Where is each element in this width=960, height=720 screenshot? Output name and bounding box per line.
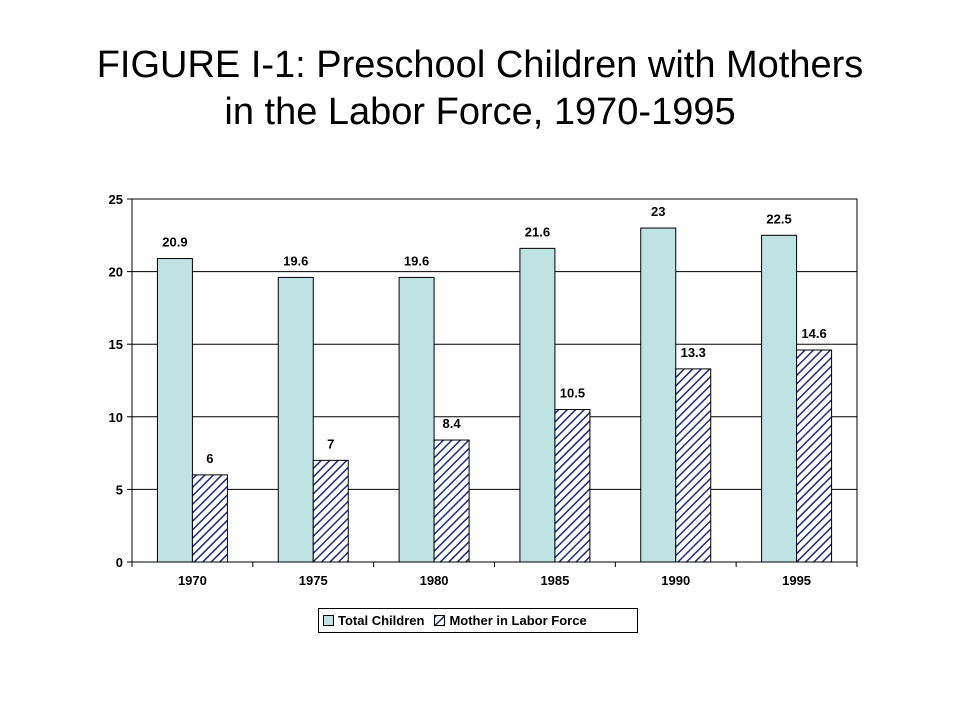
data-label-total-children-1980: 19.6 — [403, 253, 430, 269]
data-label-mother-in-labor-force-1980: 8.4 — [442, 416, 461, 432]
legend-item-total-children — [323, 613, 424, 628]
y-tick-label-25: 25 — [108, 192, 123, 207]
chart-title-line2: in the Labor Force, 1970-1995 — [224, 91, 736, 133]
bar-mother-in-labor-force-1970 — [192, 475, 227, 562]
legend — [318, 608, 638, 633]
y-tick-label-5: 5 — [115, 482, 123, 498]
bar-total-children-1985 — [520, 248, 555, 562]
y-tick-label-20: 20 — [108, 264, 123, 280]
bar-mother-in-labor-force-1995 — [797, 350, 832, 562]
chart-title-line1: FIGURE I-1: Preschool Children with Mothers — [96, 44, 864, 86]
legend-item-mother-in-labor-force — [434, 613, 586, 628]
bar-mother-in-labor-force-1985 — [555, 410, 590, 562]
data-label-mother-in-labor-force-1990: 13.3 — [680, 344, 706, 360]
y-tick-label-0: 0 — [115, 555, 123, 570]
legend-swatch-total-children — [323, 615, 334, 626]
bar-total-children-1995 — [762, 235, 797, 562]
x-tick-label-1975: 1975 — [298, 573, 328, 588]
bar-mother-in-labor-force-1975 — [313, 460, 348, 562]
data-label-total-children-1990: 23 — [651, 204, 666, 220]
data-label-total-children-1985: 21.6 — [524, 224, 551, 240]
bar-total-children-1980 — [399, 277, 434, 562]
y-tick-label-15: 15 — [108, 337, 123, 353]
data-label-total-children-1975: 19.6 — [283, 253, 309, 269]
plot-area — [109, 192, 857, 588]
x-tick-label-1990: 1990 — [661, 573, 691, 588]
legend-label-mother-in-labor-force: Mother in Labor Force — [449, 613, 587, 628]
bar-total-children-1970 — [157, 259, 192, 562]
data-label-mother-in-labor-force-1970: 6 — [206, 450, 214, 466]
plot-frame — [132, 199, 857, 562]
x-tick-label-1995: 1995 — [782, 573, 812, 588]
data-label-total-children-1970: 20.9 — [162, 234, 188, 250]
bar-mother-in-labor-force-1990 — [676, 369, 711, 562]
data-label-mother-in-labor-force-1975: 7 — [327, 436, 335, 452]
data-label-mother-in-labor-force-1995: 14.6 — [801, 326, 827, 342]
bar-mother-in-labor-force-1980 — [434, 440, 469, 562]
bar-total-children-1990 — [641, 228, 676, 562]
data-label-mother-in-labor-force-1985: 10.5 — [559, 385, 586, 401]
x-tick-label-1980: 1980 — [419, 573, 449, 588]
data-label-total-children-1995: 22.5 — [766, 211, 792, 227]
x-tick-label-1985: 1985 — [540, 573, 570, 588]
legend-swatch-mother-in-labor-force — [434, 615, 445, 626]
y-tick-label-10: 10 — [108, 409, 123, 425]
x-tick-label-1970: 1970 — [177, 573, 207, 588]
bar-total-children-1975 — [278, 277, 313, 562]
legend-label-total-children: Total Children — [338, 613, 425, 628]
